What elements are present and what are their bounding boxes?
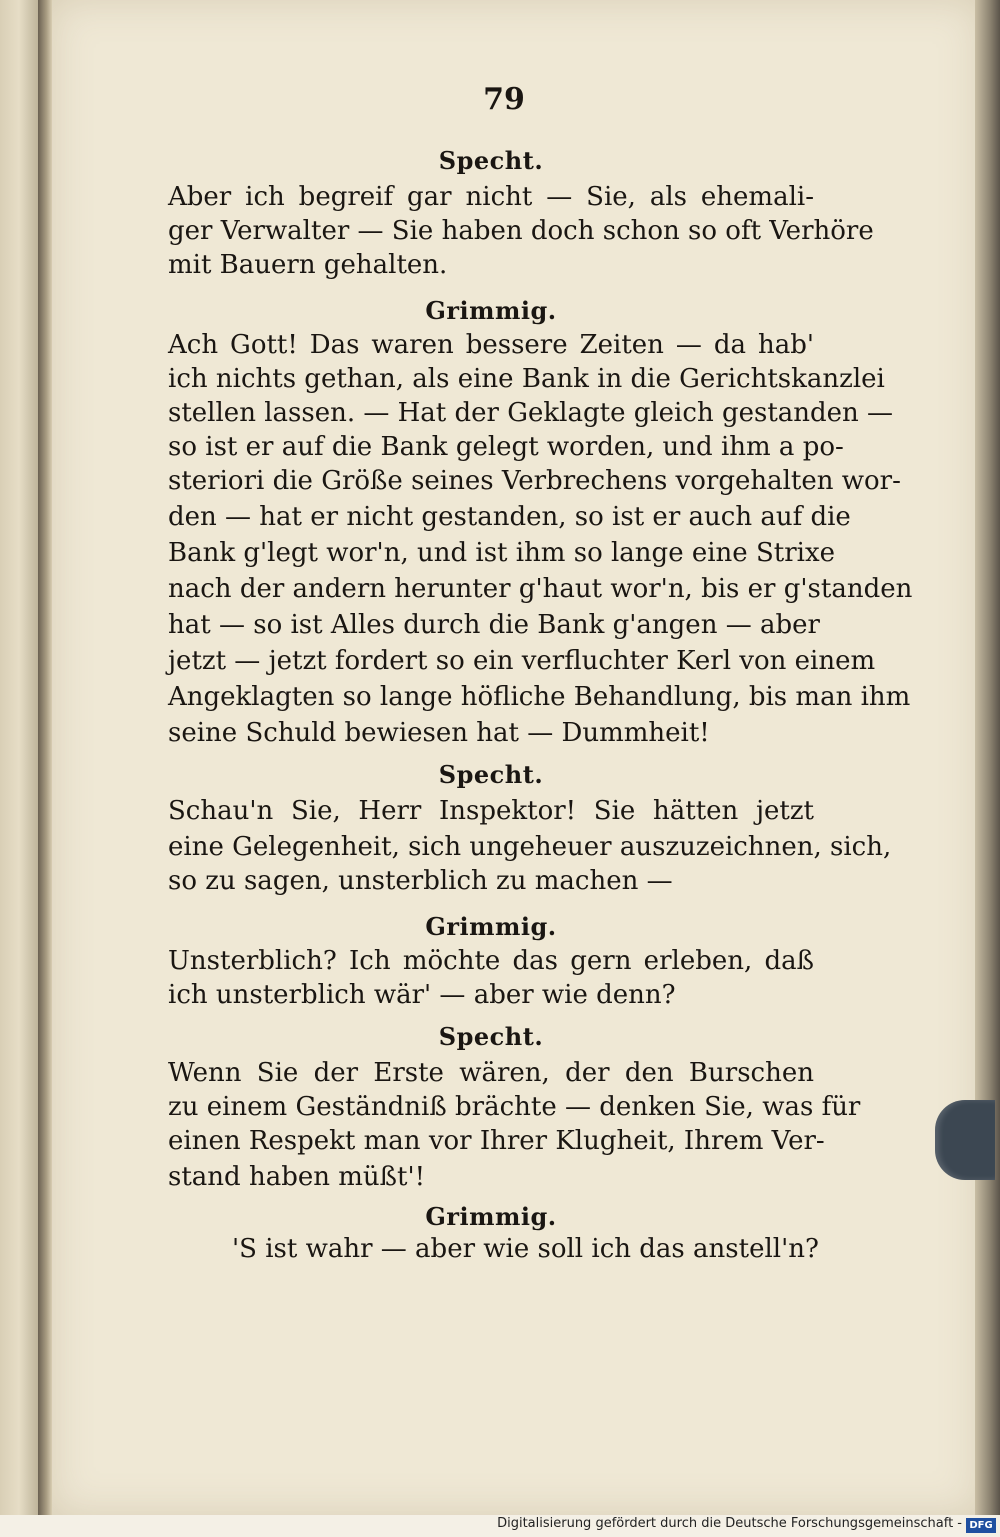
text-line: den — hat er nicht gestanden, so ist er auch auf die xyxy=(168,502,851,532)
text-line: 'S ist wahr — aber wie soll ich das anstell'n? xyxy=(232,1234,819,1264)
funding-credit: Digitalisierung gefördert durch die Deutsche Forschungsgemeinschaft - xyxy=(497,1516,962,1531)
text-line: zu einem Geständniß brächte — denken Sie, was für xyxy=(168,1092,861,1122)
text-line: Aber ich begreif gar nicht — Sie, als ehemali- xyxy=(168,182,814,212)
text-line: mit Bauern gehalten. xyxy=(168,250,448,280)
page-number: 79 xyxy=(483,82,525,117)
text-line: Ach Gott! Das waren bessere Zeiten — da hab' xyxy=(168,330,814,360)
speaker-name: Specht. xyxy=(438,146,544,175)
text-line: Schau'n Sie, Herr Inspektor! Sie hätten jetzt xyxy=(168,796,814,826)
text-line: seine Schuld bewiesen hat — Dummheit! xyxy=(168,718,710,748)
text-line: nach der andern herunter g'haut wor'n, bis er g'standen xyxy=(168,574,913,604)
text-line: stand haben müßt'! xyxy=(168,1162,426,1192)
text-line: Angeklagten so lange höfliche Behandlung, bis man ihm xyxy=(168,682,911,712)
text-line: so ist er auf die Bank gelegt worden, und ihm a po- xyxy=(168,432,844,462)
text-line: Wenn Sie der Erste wären, der den Burschen xyxy=(168,1058,814,1088)
dfg-logo-icon: DFG xyxy=(966,1518,996,1533)
text-line: Bank g'legt wor'n, und ist ihm so lange eine Strixe xyxy=(168,538,835,568)
text-line: ger Verwalter — Sie haben doch schon so oft Verhöre xyxy=(168,216,874,246)
speaker-name: Grimmig. xyxy=(425,1202,557,1231)
text-line: ich nichts gethan, als eine Bank in die Gerichtskanzlei xyxy=(168,364,885,394)
text-line: einen Respekt man vor Ihrer Klugheit, Ihrem Ver- xyxy=(168,1126,825,1156)
text-line: ich unsterblich wär' — aber wie denn? xyxy=(168,980,676,1010)
speaker-name: Grimmig. xyxy=(425,912,557,941)
text-line: eine Gelegenheit, sich ungeheuer auszuzeichnen, sich, xyxy=(168,832,892,862)
text-line: jetzt — jetzt fordert so ein verfluchter Kerl von einem xyxy=(168,646,876,676)
text-line: hat — so ist Alles durch die Bank g'angen — aber xyxy=(168,610,820,640)
text-line: stellen lassen. — Hat der Geklagte gleich gestanden — xyxy=(168,398,894,428)
text-line: Unsterblich? Ich möchte das gern erleben, daß xyxy=(168,946,814,976)
speaker-name: Specht. xyxy=(438,1022,544,1051)
text-line: so zu sagen, unsterblich zu machen — xyxy=(168,866,673,896)
text-line: steriori die Größe seines Verbrechens vorgehalten wor- xyxy=(168,466,901,496)
speaker-name: Specht. xyxy=(438,760,544,789)
speaker-name: Grimmig. xyxy=(425,296,557,325)
